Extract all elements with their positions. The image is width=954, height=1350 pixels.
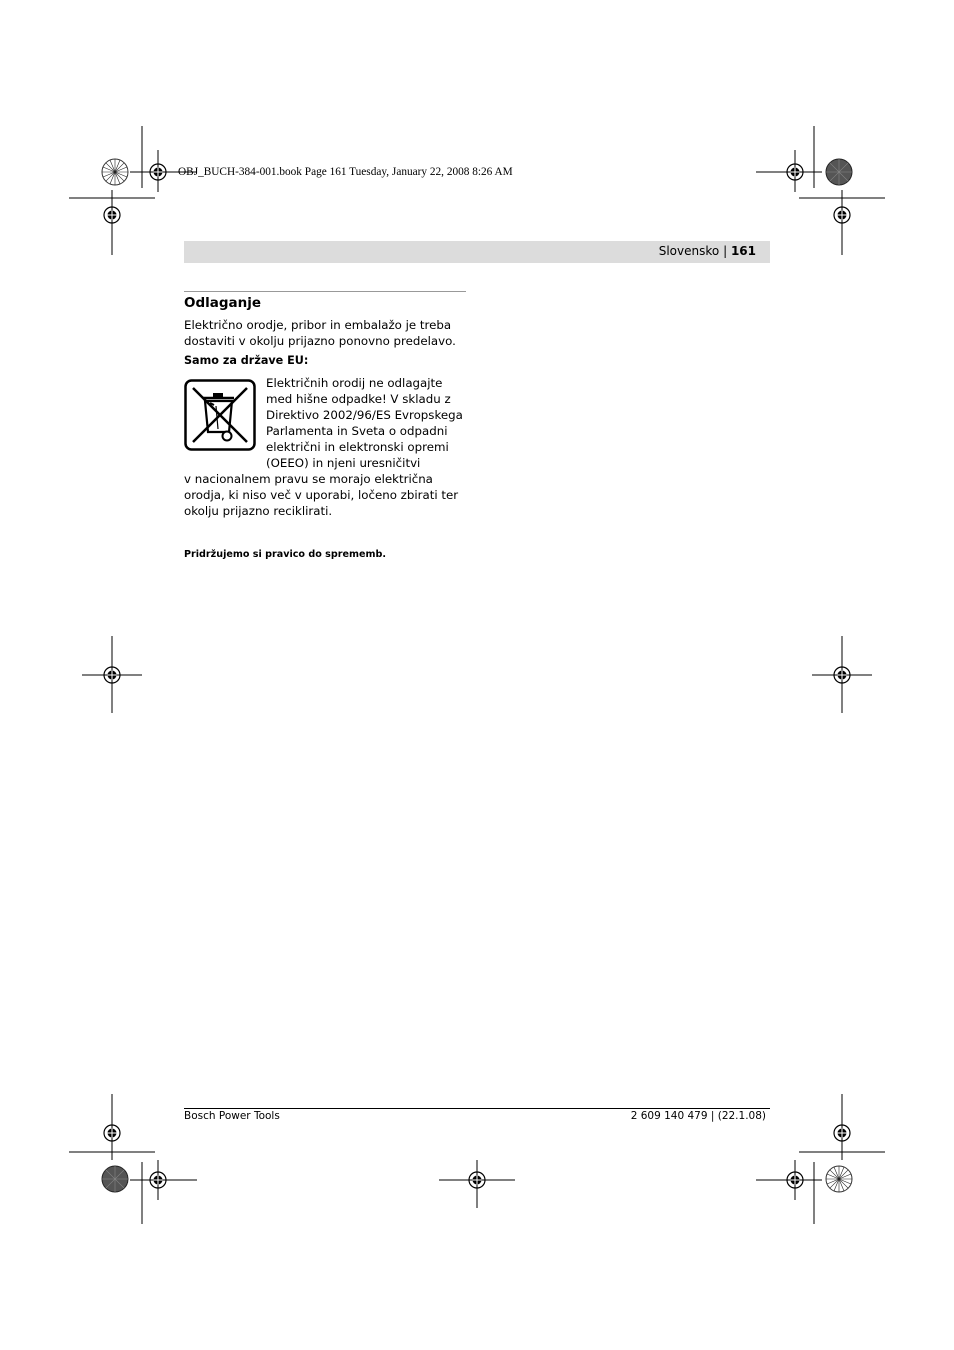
footer-rule bbox=[184, 1108, 770, 1109]
eu-heading: Samo za države EU: bbox=[184, 354, 309, 367]
header-language: Slovensko bbox=[658, 244, 720, 258]
footer-doc-number: 2 609 140 479 | (22.1.08) bbox=[630, 1110, 766, 1122]
section-rule bbox=[184, 291, 466, 292]
eu-paragraph-1: Električnih orodij ne odlagajte med hišne odpadke! V skladu z Direktivo 2002/96/ES Evropskega Parlamenta in Sveta o odpadni električni in elektronski opremi (OEEO) in njeni uresničitvi bbox=[266, 376, 463, 470]
header-separator: | bbox=[723, 244, 728, 258]
intro-paragraph: Električno orodje, pribor in embalažo je treba dostaviti v okolju prijazno ponovno predelavo. bbox=[184, 318, 456, 348]
section-title: Odlaganje bbox=[184, 295, 262, 311]
footer-brand: Bosch Power Tools bbox=[184, 1110, 280, 1122]
disclaimer: Pridržujemo si pravico do sprememb. bbox=[184, 549, 386, 560]
crossed-out-wheelie-bin-icon bbox=[184, 379, 256, 451]
print-slug: OBJ_BUCH-384-001.book Page 161 Tuesday, January 22, 2008 8:26 AM bbox=[178, 166, 513, 178]
header-text bbox=[659, 244, 756, 258]
page-number: 161 bbox=[730, 244, 756, 258]
running-header bbox=[184, 241, 770, 263]
eu-paragraph-2: v nacionalnem pravu se morajo električna orodja, ki niso več v uporabi, ločeno zbirati ter okolju prijazno reciklirati. bbox=[184, 472, 459, 518]
